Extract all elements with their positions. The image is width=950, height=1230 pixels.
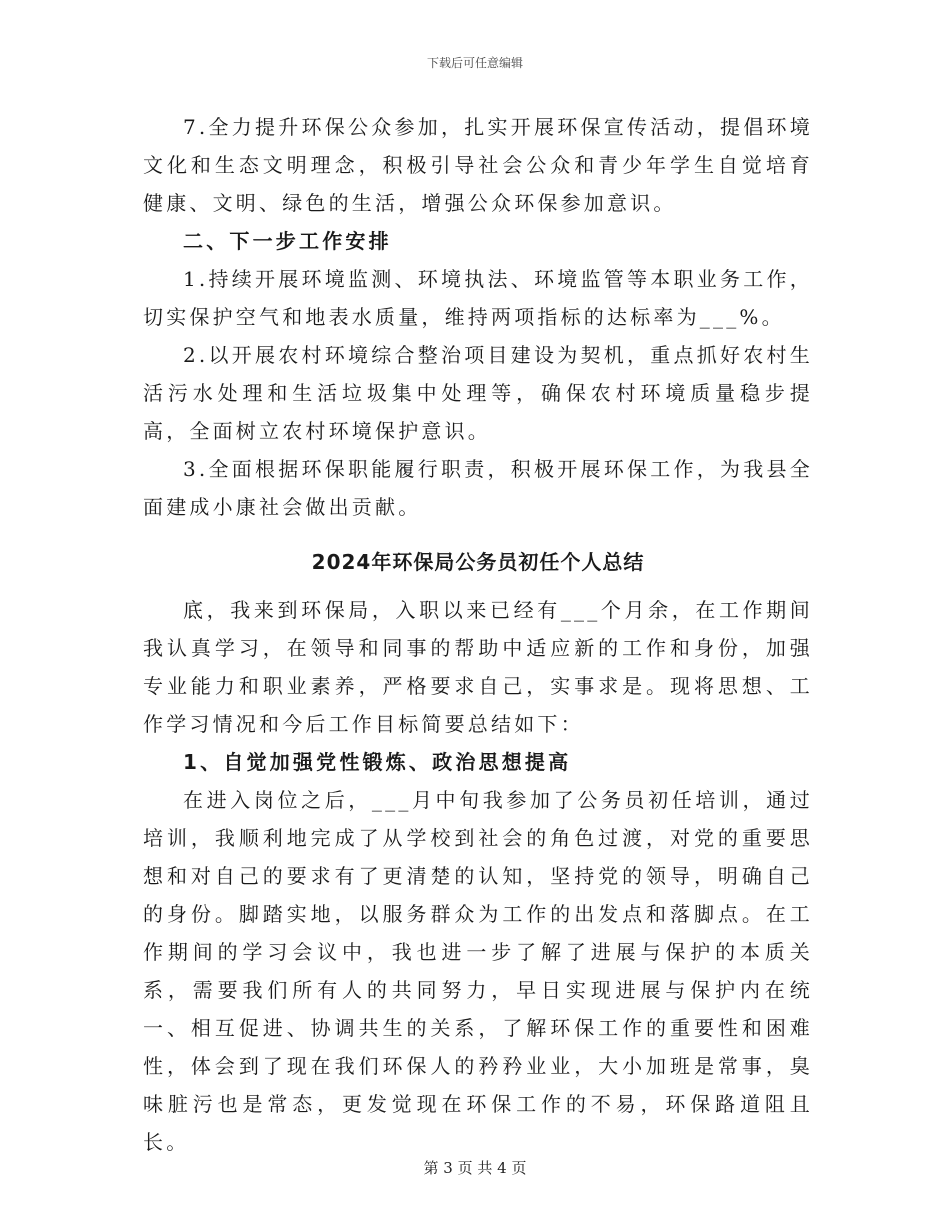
section-heading-political-study: 1、自觉加强党性锻炼、政治思想提高 [183, 750, 572, 774]
document-body [143, 108, 813, 1161]
section-heading-next-steps: 二、下一步工作安排 [183, 229, 392, 253]
page-header: 下载后可任意编辑 [426, 56, 523, 70]
paragraph-item-7: 7.全力提升环保公众参加，扎实开展环保宣传活动，提倡环境文化和生态文明理念，积极引导社会公众和青少年学生自觉培育健康、文明、绿色的生活，增强公众环保参加意识。 [143, 115, 813, 215]
paragraph-political-study: 在进入岗位之后，___月中旬我参加了公务员初任培训，通过培训，我顺利地完成了从学校到社会的角色过渡，对党的重要思想和对自己的要求有了更清楚的认知，坚持党的领导，明确自己的身份。脚踏实地，以服务群众为工作的出发点和落脚点。在工作期间的学习会议中，我也进一步了解了进展与保护的本质关系，需要我们所有人的共同努力，早日实现进展与保护内在统一、相互促进、协调共生的关系，了解环保工作的重要性和困难性，体会到了现在我们环保人的矜矜业业，大小加班是常事，臭味脏污也是常态，更发觉现在环保工作的不易，环保路道阻且长。 [143, 788, 813, 1154]
paragraph-intro: 底，我来到环保局，入职以来已经有___个月余，在工作期间我认真学习，在领导和同事的帮助中适应新的工作和身份，加强专业能力和职业素养，严格要求自己，实事求是。现将思想、工作学习情况和今后工作目标简要总结如下： [143, 598, 813, 736]
paragraph-plan-item-3: 3.全面根据环保职能履行职责，积极开展环保工作，为我县全面建成小康社会做出贡献。 [143, 457, 813, 519]
paragraph-plan-item-2: 2.以开展农村环境综合整治项目建设为契机，重点抓好农村生活污水处理和生活垃圾集中处理等，确保农村环境质量稳步提高，全面树立农村环境保护意识。 [143, 343, 813, 443]
paragraph-plan-item-1: 1.持续开展环境监测、环境执法、环境监管等本职业务工作，切实保护空气和地表水质量，维持两项指标的达标率为___%。 [143, 267, 813, 329]
document-title: 2024年环保局公务员初任个人总结 [311, 550, 645, 574]
page-footer: 第 3 页 共 4 页 [423, 1159, 527, 1177]
